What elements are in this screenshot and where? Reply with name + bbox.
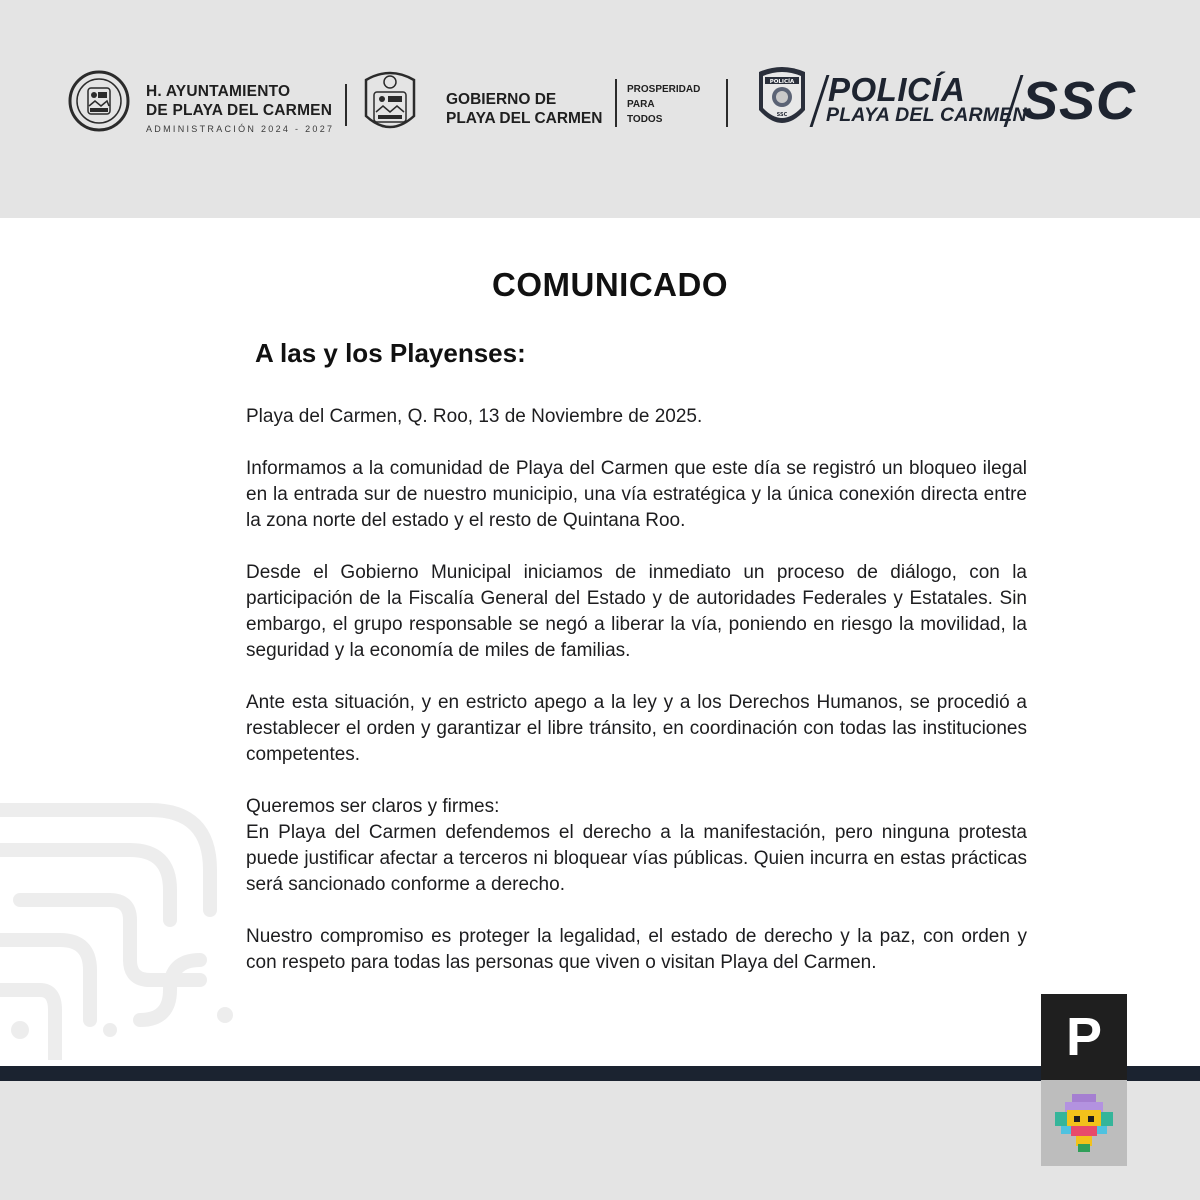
p-logo-tile xyxy=(1041,994,1127,1080)
municipal-seal-icon xyxy=(68,70,130,132)
ayuntamiento-line1: H. AYUNTAMIENTO xyxy=(146,83,291,100)
footer-bar xyxy=(0,1066,1200,1081)
document-body xyxy=(246,404,1027,976)
paragraph: Nuestro compromiso es proteger la legalidad, el estado de derecho y la paz, con orden y con respeto para todas las personas que viven o visitan Playa del Carmen. xyxy=(246,926,1027,973)
divider xyxy=(726,79,728,127)
paragraph: Desde el Gobierno Municipal iniciamos de inmediato un proceso de diálogo, con la participación de la Fiscalía General del Estado y de autoridades Federales y Estatales. Sin embargo, el grupo responsable se negó a liberar la vía, poniendo en riesgo la movilidad, la seguridad y la economía de miles de familias. xyxy=(246,562,1027,661)
footer xyxy=(0,1081,1200,1200)
gobierno-line2: PLAYA DEL CARMEN xyxy=(446,110,603,127)
motto xyxy=(627,82,700,127)
ayuntamiento-wordmark xyxy=(146,82,334,134)
gobierno-wordmark xyxy=(446,90,602,128)
decorative-pattern xyxy=(0,790,240,1060)
badge-bottom-text: SSC xyxy=(776,112,788,118)
mascot-icon xyxy=(1041,1080,1127,1166)
motto-line2: PARA xyxy=(627,99,655,110)
policia-title: POLICÍA xyxy=(828,71,966,108)
header xyxy=(0,0,1200,218)
paragraph: Informamos a la comunidad de Playa del Carmen que este día se registró un bloqueo ilegal en la entrada sur de nuestro municipio, una vía estratégica y la única conexión directa entre la zona norte del estado y el resto de Quintana Roo. xyxy=(246,458,1027,531)
motto-line1: PROSPERIDAD xyxy=(627,84,701,95)
badge-top-text: POLICÍA xyxy=(769,79,795,85)
government-seal-icon xyxy=(358,66,422,138)
paragraph-intro: Queremos ser claros y firmes: xyxy=(246,796,500,817)
greeting: A las y los Playenses: xyxy=(255,338,526,368)
divider xyxy=(345,84,347,126)
paragraph: En Playa del Carmen defendemos el derecho a la manifestación, pero ninguna protesta puede justificar afectar a terceros ni bloquear vías públicas. Quien incurra en estas prácticas será sancionado conforme a derecho. xyxy=(246,822,1027,895)
ayuntamiento-admin: ADMINISTRACIÓN 2024 - 2027 xyxy=(146,124,335,134)
ayuntamiento-line2: DE PLAYA DEL CARMEN xyxy=(146,102,333,119)
policia-subtitle: PLAYA DEL CARMEN xyxy=(826,104,1027,126)
p-logo-letter: P xyxy=(1065,1007,1103,1067)
gobierno-line1: GOBIERNO DE xyxy=(446,91,557,108)
police-badge-icon xyxy=(753,64,811,136)
divider xyxy=(615,79,617,127)
mascot-tile xyxy=(1041,1080,1127,1166)
motto-line3: TODOS xyxy=(627,114,663,125)
paragraph: Ante esta situación, y en estricto apego a la ley y a los Derechos Humanos, se procedió a restablecer el orden y garantizar el libre tránsito, en coordinación con todas las instituciones competentes. xyxy=(246,692,1027,765)
date-line: Playa del Carmen, Q. Roo, 13 de Noviembre de 2025. xyxy=(246,406,703,427)
document-title: COMUNICADO xyxy=(492,266,728,303)
ssc-logo: SSC xyxy=(1022,71,1137,131)
